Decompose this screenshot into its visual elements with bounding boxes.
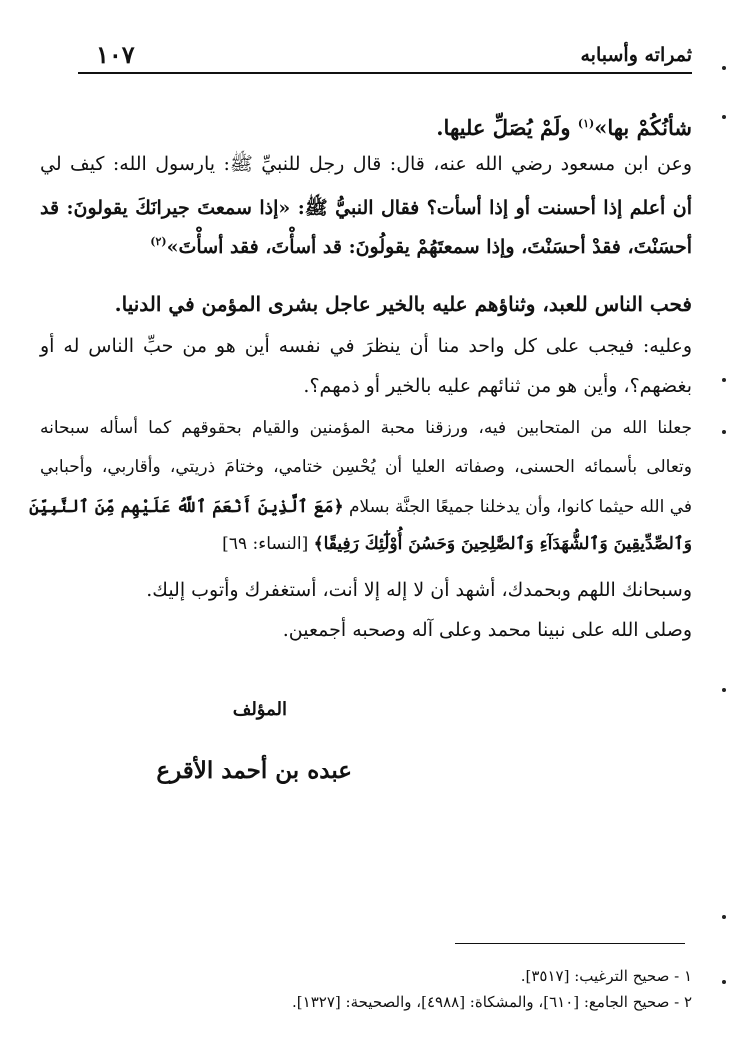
scan-mark	[722, 115, 726, 119]
quran-verse: ﴿مَعَ ٱلَّذِينَ أَنْعَمَ ٱللَّهُ عَلَيْهِم مِّنَ ٱلنَّبِيِّنَ	[29, 497, 344, 517]
author-name: عبده بن أحمد الأقرع	[156, 757, 352, 784]
text: في الله حيثما كانوا، وأن يدخلنا جميعًا الجنَّة بسلام	[343, 497, 692, 517]
scan-mark	[722, 66, 726, 70]
author-label: المؤلف	[232, 699, 287, 720]
page-number: ١٠٧	[96, 40, 135, 69]
scan-mark	[722, 430, 726, 434]
section-heading: فحب الناس للعبد، وثناؤهم عليه بالخير عاجل بشرى المؤمن في الدنيا.	[114, 292, 692, 316]
body-line-1	[436, 112, 692, 140]
scan-mark	[722, 915, 726, 919]
body-line-6: وعليه: فيجب على كل واحد منا أن ينظرَ في نفسه أين هو من حبِّ الناس له أو	[40, 335, 692, 357]
body-line-10	[29, 495, 692, 519]
quran-verse: وَٱلصِّدِّيقِينَ وَٱلشُّهَدَآءِ وَٱلصَّٰلِحِينَ وَحَسُنَ أُوْلَٰٓئِكَ رَفِيقًا﴾	[313, 534, 692, 554]
scan-mark	[722, 688, 726, 692]
footnote-rule	[455, 943, 685, 944]
text: شأنُكُمْ بها»	[594, 115, 692, 140]
text: ولَمْ يُصَلِّ عليها.	[436, 115, 578, 140]
body-line-11	[222, 532, 692, 556]
verse-reference: [النساء: ٦٩]	[222, 534, 314, 554]
body-line-8: جعلنا الله من المتحابين فيه، ورزقنا محبة المؤمنين والقيام بحقوقهم كما أسأله سبحانه	[40, 418, 692, 438]
footnote-ref-1: (١)	[577, 117, 595, 130]
footnote-ref-2: (٢)	[150, 235, 167, 248]
header-rule	[78, 72, 692, 74]
footnote-1: ١ - صحيح الترغيب: [٣٥١٧].	[520, 967, 692, 985]
body-line-3: أن أعلم إذا أحسنت أو إذا أسأت؟ فقال النبيُّ ﷺ: «إذا سمعتَ جيرانَكَ يقولونَ: قد	[40, 197, 692, 219]
scan-mark	[722, 378, 726, 382]
body-line-12: وسبحانك اللهم وبحمدك، أشهد أن لا إله إلا أنت، أستغفرك وأتوب إليك.	[146, 579, 692, 601]
footnote-2: ٢ - صحيح الجامع: [٦١٠]، والمشكاة: [٤٩٨٨]، والصحيحة: [١٣٢٧].	[292, 993, 692, 1011]
hadith-text: أحسَنْتَ، فقدْ أحسَنْتَ، وإذا سمعتَهُمْ يقولُونَ: قد أسأْتَ، فقد أسأْتَ»	[166, 236, 692, 258]
body-line-2: وعن ابن مسعود رضي الله عنه، قال: قال رجل للنبيِّ ﷺ: يارسول الله: كيف لي	[40, 153, 692, 175]
body-line-4	[150, 230, 692, 259]
body-line-7: بغضهم؟، وأين هو من ثنائهم عليه بالخير أو ذمهم؟.	[303, 375, 692, 397]
running-title: ثمراته وأسبابه	[580, 44, 692, 66]
body-line-13: وصلى الله على نبينا محمد وعلى آله وصحبه أجمعين.	[282, 619, 692, 641]
scan-mark	[722, 980, 726, 984]
body-line-9: وتعالى بأسمائه الحسنى، وصفاته العليا أن يُحْسِن ختامي، وختامَ ذريتي، وأقاربي، وأحبابي	[40, 457, 692, 477]
